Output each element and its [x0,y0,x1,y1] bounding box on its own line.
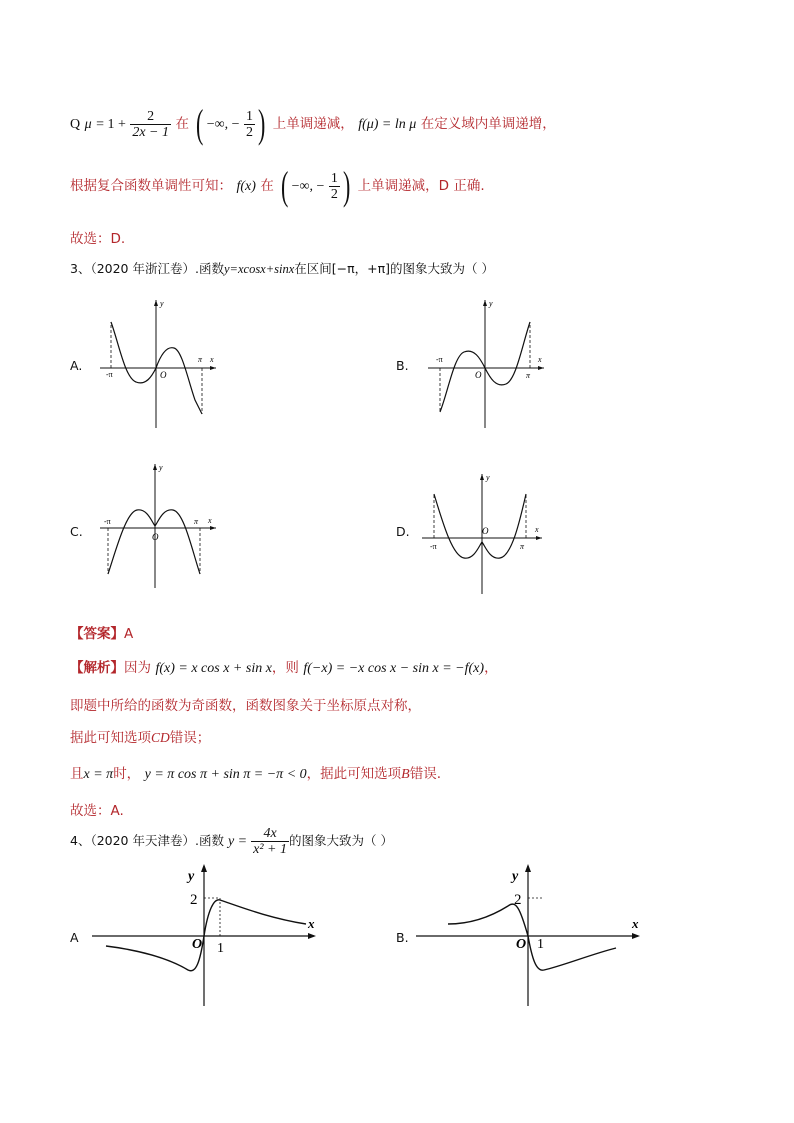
y-axis-label: y [159,463,163,472]
b-formula: y = π cos π + sin π = −π < 0 [144,767,307,782]
q4-stem-b: 的图象大致为（ ） [288,833,393,848]
fx-symbol: f(x) [236,179,256,194]
y-axis-label: y [486,473,490,482]
q4-graph-a [88,862,322,1008]
cd-text-a: 据此可知选项 [70,730,151,746]
analysis-text-a: 因为 [124,660,151,676]
pi-label: π [520,542,525,551]
q4-option-b-label: B. [396,930,409,945]
q3-number: 3、 [70,261,91,276]
answer-line [70,622,133,642]
interval-denominator: 2 [245,124,253,140]
b-cond: x = π [83,767,114,782]
analysis-line [70,656,498,677]
y-value-2-label: 2 [190,892,198,908]
therefore-symbol: Q [70,117,81,132]
origin-label: O [160,370,167,380]
interval-denominator: 2 [330,186,338,202]
eq-sign: = 1 + [96,117,126,132]
q4-denominator: x² + 1 [253,842,287,857]
neg-pi-label: -π [104,517,111,526]
q4-y-eq: y = [227,834,248,849]
y-axis-label: y [512,869,519,884]
q3-graph-d [418,470,548,596]
left-paren: ( [196,101,204,146]
x-axis-label: x [208,516,212,525]
b-text-a: 且 [70,766,84,782]
origin-label: O [516,937,527,952]
left-paren: ( [281,163,289,208]
f-mu-formula: f(μ) = ln μ [358,117,417,132]
q4-stem-a: .函数 [195,833,224,848]
mu-symbol: μ [84,117,92,132]
q3-graph-b [420,296,550,430]
q3-stem [70,259,494,277]
q3-stem-b: 在区间[−π，+π]的图象大致为（ ） [294,261,495,276]
origin-label: O [482,526,489,536]
q3-option-d-label: D. [396,524,410,539]
answer-tag: 【答案】 [70,626,124,642]
origin-label: O [192,937,203,952]
interval-numerator: 1 [330,170,338,186]
fraction-denominator: 2x − 1 [132,124,169,140]
b-option: B [401,767,410,782]
analysis-tag: 【解析】 [70,660,124,676]
y-axis-label: y [160,299,164,308]
analysis-text-b: ，则 [271,660,299,676]
y-value-2-label: 2 [514,892,522,908]
interval-text: −∞, − [291,179,325,194]
x-value-1-label: 1 [537,937,544,952]
b-wrong-line [70,762,441,783]
q3-graph-c [92,460,222,590]
x-axis-label: x [632,916,639,931]
y-axis-label: y [489,299,493,308]
x-value-1-label: 1 [217,941,224,956]
derivation-line-2 [70,163,485,208]
conclusion-d: 故选：D. [70,231,126,247]
derivation-line-1 [70,101,556,146]
q4-numerator: 4x [251,826,289,842]
text-zai: 在 [175,116,189,132]
b-text-c: ，据此可知选项 [306,766,402,782]
pi-label: π [526,371,531,380]
neg-pi-label: -π [436,355,443,364]
y-axis-label: y [188,869,195,884]
composite-suffix: 上单调递减，D 正确. [357,178,485,194]
cd-options: CD [151,730,170,745]
x-axis-label: x [535,525,539,534]
analysis-formula-1: f(x) = x cos x + sin x [155,661,272,676]
b-text-b: 时， [113,766,141,782]
origin-label: O [152,532,159,542]
cd-wrong-line [70,726,210,746]
b-text-d: 错误. [409,766,442,782]
answer-value: A [124,626,134,642]
interval-fraction [329,171,340,202]
q3-stem-a: .函数 [195,261,224,276]
pi-label: π [194,517,199,526]
text-increasing: 在定义域内单调递增， [420,116,556,132]
q3-option-a-label: A. [70,358,83,373]
origin-label: O [475,370,482,380]
q4-fraction [251,826,289,857]
q3-option-c-label: C. [70,524,83,539]
x-axis-label: x [210,355,214,364]
cd-text-b: 错误； [169,730,211,746]
right-paren: ) [257,101,266,146]
text-zai: 在 [260,178,274,194]
x-axis-label: x [308,916,315,931]
neg-pi-label: -π [106,370,113,379]
right-paren: ) [342,163,351,208]
pi-label: π [198,355,203,364]
q4-number: 4、 [70,833,91,848]
q4-graph-b [412,862,646,1008]
text-decreasing: 上单调递减， [272,116,354,132]
q4-source: （2020 年天津卷） [90,833,195,848]
q3-option-b-label: B. [396,358,409,373]
conclusion-a: 故选：A. [70,803,124,819]
q4-stem [70,826,393,866]
composite-prefix: 根据复合函数单调性可知： [70,178,232,194]
q4-option-a-label: A [70,930,79,945]
analysis-text-c: ， [484,660,498,676]
analysis-formula-2: f(−x) = −x cos x − sin x = −f(x) [303,661,485,676]
q3-formula: y=xcosx+sinx [223,262,295,276]
interval-text: −∞, − [206,117,240,132]
odd-function-line: 即题中所给的函数为奇函数，函数图象关于坐标原点对称， [70,698,421,714]
x-axis-label: x [538,355,542,364]
neg-pi-label: -π [430,542,437,551]
fraction-2-over-2x-1 [130,109,171,140]
q3-source: （2020 年浙江卷） [90,261,195,276]
interval-numerator: 1 [245,108,253,124]
interval-fraction [244,109,255,140]
q3-graph-a [92,296,222,430]
fraction-numerator: 2 [130,109,171,125]
